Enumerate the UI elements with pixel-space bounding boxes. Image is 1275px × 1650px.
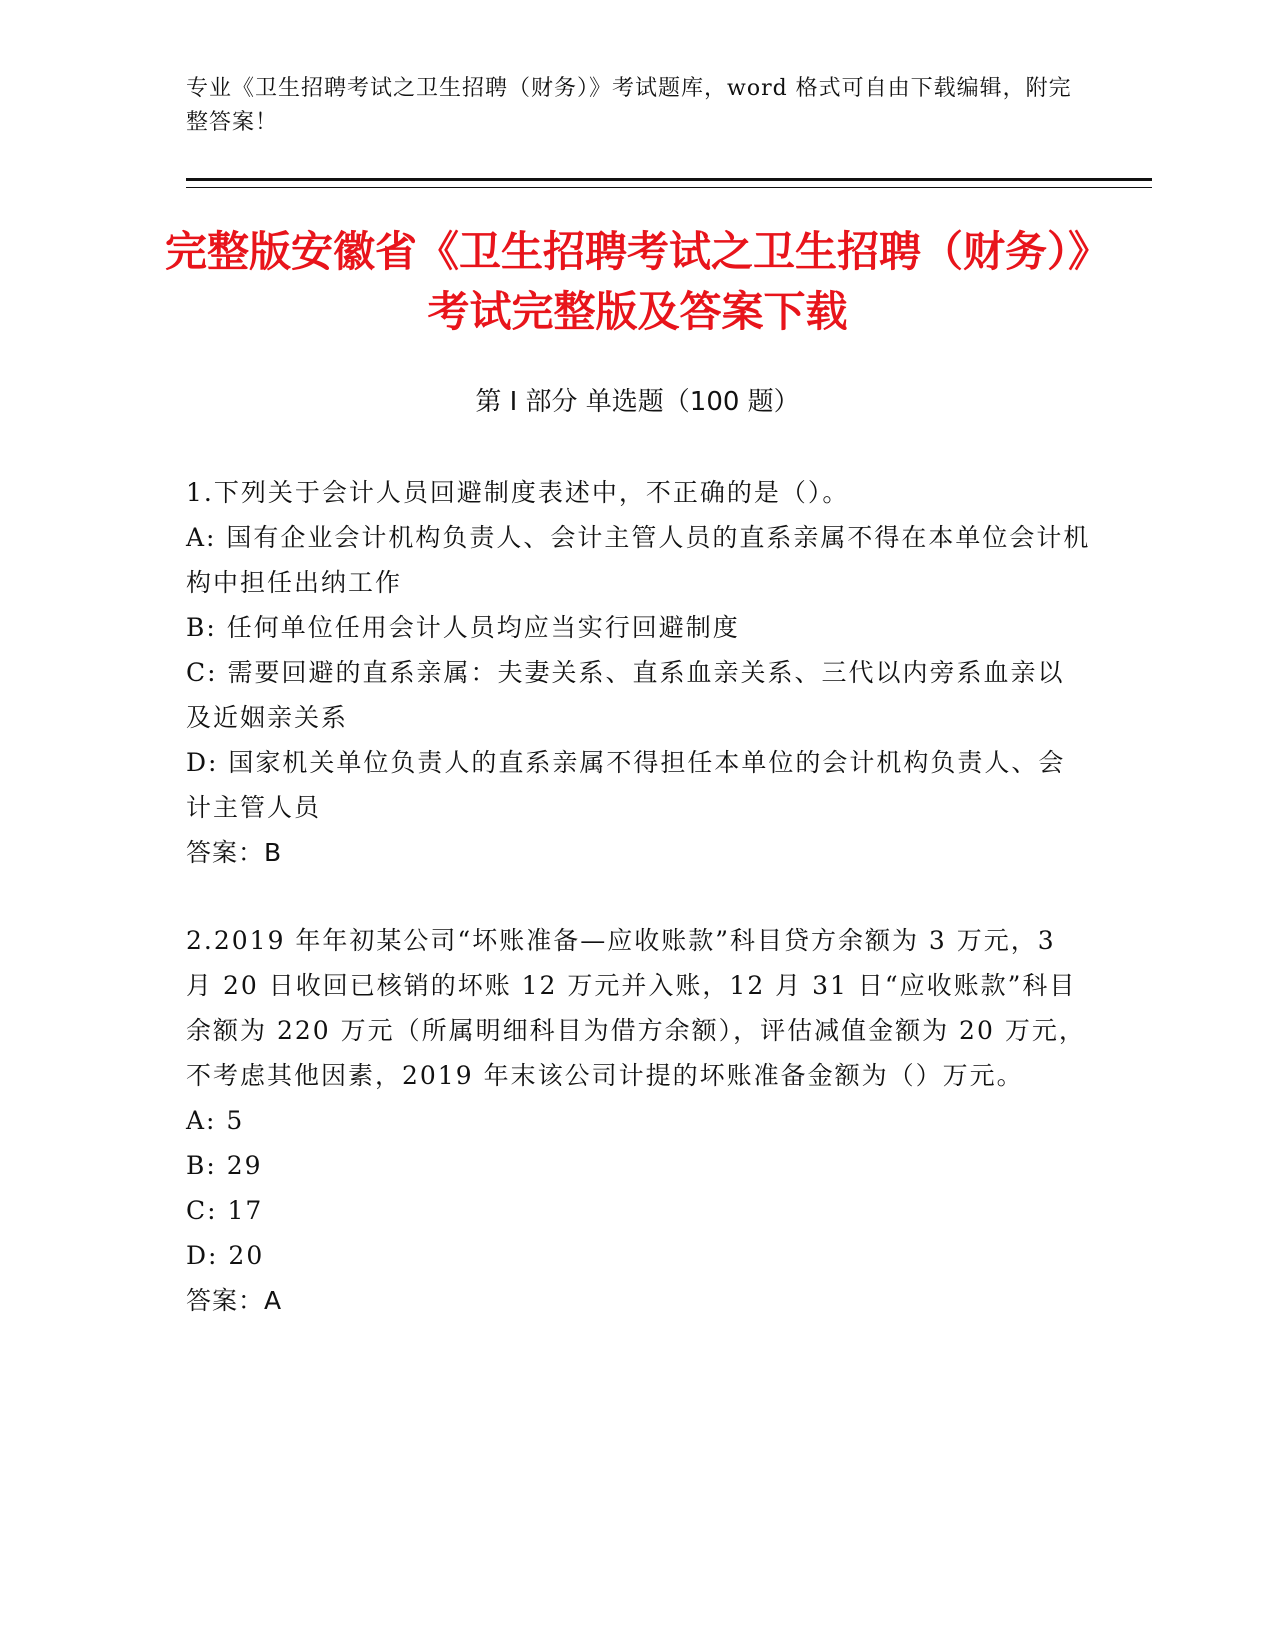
option-b: B: 29	[186, 1151, 263, 1180]
header-note: 专业《卫生招聘考试之卫生招聘（财务）》考试题库，word 格式可自由下载编辑，附完整答案！	[186, 76, 1072, 135]
question-text: 1.下列关于会计人员回避制度表述中，不正确的是（）。	[186, 478, 850, 507]
question-list	[186, 470, 1091, 1323]
question-text: 2.2019 年年初某公司“坏账准备—应收账款”科目贷方余额为 3 万元，3 月 20 日收回已核销的坏账 12 万元并入账，12 月 31 日“应收账款”科目余额为 220 万元（所属明细科目为借方余额），评估减值金额为 20 万元，不考虑其他因素，2019 年末该公司计提的坏账准备金额为（）万元。	[186, 926, 1086, 1090]
header-rule-thick	[186, 178, 1152, 181]
option-c: C: 需要回避的直系亲属：夫妻关系、直系血亲关系、三代以内旁系血亲以及近姻亲关系	[186, 658, 1065, 732]
option-d: D: 20	[186, 1241, 265, 1270]
option-a: A: 国有企业会计机构负责人、会计主管人员的直系亲属不得在本单位会计机构中担任出纳工作	[186, 523, 1091, 597]
question-2	[186, 918, 1091, 1323]
section-title: 第 I 部分 单选题（100 题）	[475, 387, 800, 417]
answer: 答案：B	[186, 838, 283, 867]
option-c: C: 17	[186, 1196, 264, 1225]
option-a: A: 5	[186, 1106, 245, 1135]
answer: 答案：A	[186, 1286, 283, 1315]
document-title: 完整版安徽省《卫生招聘考试之卫生招聘（财务）》考试完整版及答案下载	[164, 227, 1110, 336]
option-b: B: 任何单位任用会计人员均应当实行回避制度	[186, 613, 740, 642]
question-1	[186, 470, 1091, 875]
option-d: D: 国家机关单位负责人的直系亲属不得担任本单位的会计机构负责人、会计主管人员	[186, 748, 1066, 822]
header-rule-thin	[186, 187, 1152, 188]
